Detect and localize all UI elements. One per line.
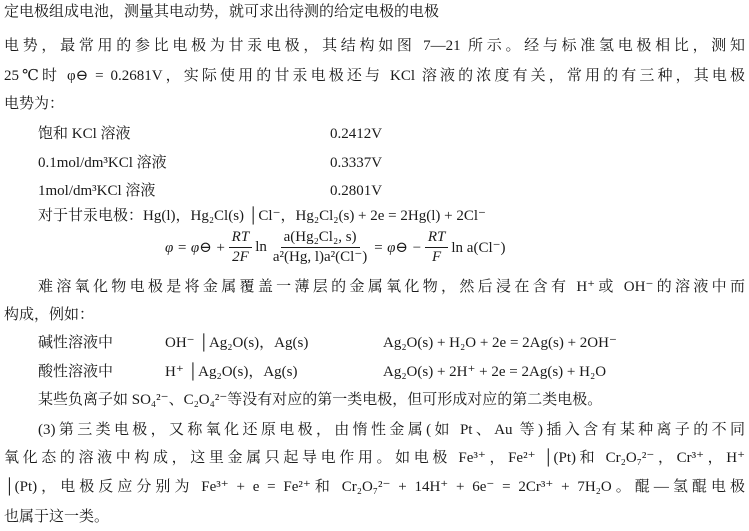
- formula-tail: ln a(Cl⁻): [451, 240, 506, 256]
- calomel-electrode-line: 对于甘汞电极：Hg(l)，Hg₂Cl(s) │Cl⁻，Hg₂Cl₂(s) + 2e = 2Hg(l) + 2Cl⁻: [38, 208, 486, 224]
- table-value: 0.2412V: [330, 126, 383, 142]
- numerator: RT: [229, 228, 253, 248]
- denominator: F: [432, 249, 442, 265]
- oxide-reaction: Ag₂O(s) + 2H⁺ + 2e = 2Ag(s) + H₂O: [383, 364, 607, 380]
- oxide-medium: 酸性溶液中: [38, 364, 114, 380]
- paragraph-line: 构成，例如：: [4, 307, 95, 323]
- table-solution: 0.1mol/dm³KCl 溶液: [38, 155, 167, 171]
- paragraph-line: (3)第三类电极，又称氧化还原电极，由惰性金属(如 Pt、Au 等)插入含有某种离子的不同: [38, 422, 745, 438]
- formula-mid: = φ⊖ −: [373, 240, 422, 256]
- paragraph-line: 也属于这一类。: [4, 509, 110, 525]
- paragraph-line: 定电极组成电池，测量其电动势，就可求出待测的给定电极的电极: [4, 4, 440, 20]
- oxide-electrode: H⁺ │Ag₂O(s)，Ag(s): [165, 364, 298, 380]
- paragraph-line: 氧化态的溶液中构成，这里金属只起导电作用。如电极 Fe³⁺，Fe²⁺ │(Pt)和 Cr₂O₇²⁻，Cr³⁺，H⁺: [4, 450, 745, 466]
- numerator: RT: [425, 228, 449, 248]
- oxide-electrode: OH⁻ │Ag₂O(s)，Ag(s): [165, 335, 309, 351]
- formula-lhs: φ = φ⊖ +: [165, 240, 226, 256]
- denominator: 2F: [232, 249, 249, 265]
- oxide-medium: 碱性溶液中: [38, 335, 114, 351]
- table-value: 0.2801V: [330, 183, 383, 199]
- denominator: a²(Hg, l)a²(Cl⁻): [272, 249, 368, 265]
- numerator: a(Hg₂Cl₂, s): [281, 228, 360, 248]
- paragraph-line: 某些负离子如 SO₄²⁻、C₂O₄²⁻等没有对应的第一类电极，但可形成对应的第二类电极。: [38, 392, 603, 408]
- fraction-rt-2f: [229, 228, 253, 267]
- fraction-activity: [270, 228, 370, 267]
- ln-text: ln: [255, 239, 267, 255]
- paragraph-line: 25℃时 φ⊖ = 0.2681V，实际使用的甘汞电极还与 KCl 溶液的浓度有关，常用的有三种，其电极: [4, 68, 745, 84]
- paragraph-line: 电势，最常用的参比电极为甘汞电极，其结构如图 7—21 所示。经与标准氢电极相比，测知: [4, 38, 745, 54]
- table-value: 0.3337V: [330, 155, 383, 171]
- table-solution: 1mol/dm³KCl 溶液: [38, 183, 156, 199]
- oxide-reaction: Ag₂O(s) + H₂O + 2e = 2Ag(s) + 2OH⁻: [383, 335, 617, 351]
- paragraph-line: 难溶氧化物电极是将金属覆盖一薄层的金属氧化物，然后浸在含有 H⁺或 OH⁻的溶液中而: [38, 279, 745, 295]
- paragraph-line: 电势为：: [4, 96, 65, 112]
- nernst-formula: [165, 228, 506, 267]
- table-solution: 饱和 KCl 溶液: [38, 126, 131, 142]
- fraction-rt-f: [425, 228, 449, 267]
- paragraph-line: │(Pt)，电极反应分别为 Fe³⁺ + e = Fe²⁺和 Cr₂O₇²⁻ + 14H⁺ + 6e⁻ = 2Cr³⁺ + 7H₂O。醌—氢醌电极: [4, 479, 745, 495]
